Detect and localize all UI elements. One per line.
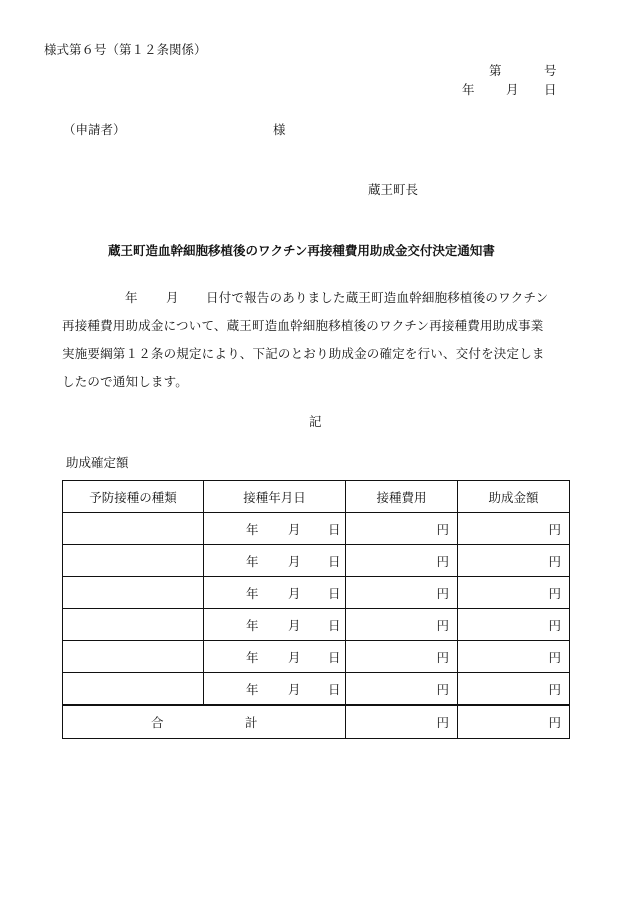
vaccination-cost-cell: 円 <box>346 641 458 673</box>
body-month: 月 <box>166 290 179 305</box>
vaccination-cost-cell: 円 <box>346 513 458 545</box>
body-line-2: 再接種費用助成金について、蔵王町造血幹細胞移植後のワクチン再接種費用助成事業 <box>62 318 544 333</box>
date-year-unit: 年 <box>246 553 259 569</box>
date-year-unit: 年 <box>246 681 259 697</box>
header-vaccine-type: 予防接種の種類 <box>63 481 204 513</box>
issuer-name: 蔵王町長 <box>368 182 419 197</box>
date-month-unit: 月 <box>288 617 301 633</box>
body-year: 年 <box>125 290 138 305</box>
grant-amount-cell: 円 <box>458 545 570 577</box>
date-day-unit: 日 <box>328 649 341 665</box>
date-day-unit: 日 <box>328 617 341 633</box>
date-year-unit: 年 <box>246 617 259 633</box>
table-row <box>63 545 570 577</box>
date-month-unit: 月 <box>288 681 301 697</box>
date-month-unit: 月 <box>288 649 301 665</box>
table-row <box>63 641 570 673</box>
date-month-unit: 月 <box>288 585 301 601</box>
header-vaccination-cost: 接種費用 <box>346 481 458 513</box>
table-header-row <box>63 481 570 513</box>
grant-amount-cell: 円 <box>458 641 570 673</box>
table-caption: 助成確定額 <box>66 455 129 470</box>
total-label-b: 計 <box>245 715 258 730</box>
vaccination-cost-cell: 円 <box>346 609 458 641</box>
vaccine-type-cell[interactable] <box>63 641 204 673</box>
date-year-unit: 年 <box>246 585 259 601</box>
table-row <box>63 673 570 706</box>
vaccination-cost-cell: 円 <box>346 577 458 609</box>
grant-amount-cell: 円 <box>458 609 570 641</box>
vaccination-date-cell <box>204 609 346 641</box>
vaccination-date-cell <box>204 673 346 706</box>
grant-table <box>62 480 570 739</box>
body-line-4: したので通知します。 <box>62 374 189 389</box>
total-cost: 円 <box>346 705 458 739</box>
ki-marker: 記 <box>309 414 322 429</box>
grant-amount-cell: 円 <box>458 577 570 609</box>
table-row <box>63 513 570 545</box>
table-row <box>63 577 570 609</box>
date-year-unit: 年 <box>246 649 259 665</box>
date-day-unit: 日 <box>328 553 341 569</box>
date-year: 年 <box>462 82 475 97</box>
doc-number-go: 号 <box>544 63 557 78</box>
vaccination-date-cell <box>204 513 346 545</box>
doc-number-dai: 第 <box>489 63 502 78</box>
vaccination-date-cell <box>204 641 346 673</box>
grant-amount-cell: 円 <box>458 673 570 706</box>
total-grant: 円 <box>458 705 570 739</box>
total-label-a: 合 <box>151 715 164 730</box>
date-month-unit: 月 <box>288 553 301 569</box>
total-label-cell <box>63 705 346 739</box>
vaccine-type-cell[interactable] <box>63 577 204 609</box>
table-total-row <box>63 705 570 739</box>
form-number: 様式第６号（第１２条関係） <box>44 42 207 57</box>
document-title: 蔵王町造血幹細胞移植後のワクチン再接種費用助成金交付決定通知書 <box>108 243 495 258</box>
date-month-unit: 月 <box>288 521 301 537</box>
vaccination-cost-cell: 円 <box>346 545 458 577</box>
body-line-3: 実施要綱第１２条の規定により、下記のとおり助成金の確定を行い、交付を決定しま <box>62 346 545 361</box>
vaccine-type-cell[interactable] <box>63 673 204 706</box>
table-row <box>63 609 570 641</box>
header-grant-amount: 助成金額 <box>458 481 570 513</box>
vaccination-cost-cell: 円 <box>346 673 458 706</box>
applicant-honorific: 様 <box>273 122 286 137</box>
date-day: 日 <box>544 82 557 97</box>
applicant-label: （申請者） <box>63 122 126 137</box>
vaccination-date-cell <box>204 545 346 577</box>
header-vaccination-date: 接種年月日 <box>204 481 346 513</box>
date-day-unit: 日 <box>328 681 341 697</box>
date-year-unit: 年 <box>246 521 259 537</box>
vaccine-type-cell[interactable] <box>63 513 204 545</box>
date-month: 月 <box>506 82 519 97</box>
date-day-unit: 日 <box>328 521 341 537</box>
vaccination-date-cell <box>204 577 346 609</box>
date-day-unit: 日 <box>328 585 341 601</box>
grant-amount-cell: 円 <box>458 513 570 545</box>
body-line-1: 日付で報告のありました蔵王町造血幹細胞移植後のワクチン <box>206 290 549 305</box>
vaccine-type-cell[interactable] <box>63 545 204 577</box>
vaccine-type-cell[interactable] <box>63 609 204 641</box>
